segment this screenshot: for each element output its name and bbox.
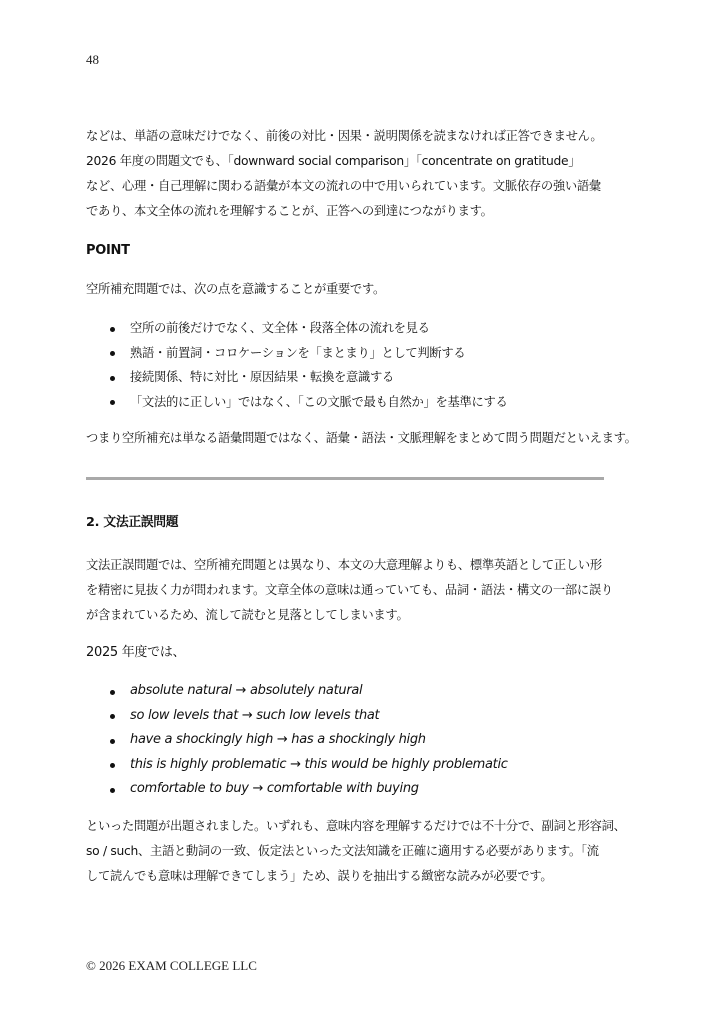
intro-line: などは、単語の意味だけでなく、前後の対比・因果・説明関係を読まなければ正答できません。	[86, 129, 603, 143]
list-item: 接続関係、特に対比・原因結果・転換を意識する	[130, 365, 626, 390]
list-item: 「文法的に正しい」ではなく、「この文脈で最も自然か」を基準にする	[130, 390, 626, 415]
paragraph-line: といった問題が出題されました。いずれも、意味内容を理解するだけでは不十分で、副詞と形容詞、	[86, 818, 626, 833]
paragraph-line: so / such、主語と動詞の一致、仮定法といった文法知識を正確に適用する必要があります。「流	[86, 843, 599, 858]
paragraph-line: を精密に見抜く力が問われます。文章全体の意味は通っていても、品詞・語法・構文の一部に誤り	[86, 583, 613, 597]
copyright-footer: © 2026 EXAM COLLEGE LLC	[86, 958, 257, 973]
example-list	[86, 679, 626, 802]
closing-paragraph	[86, 814, 626, 889]
page-content	[86, 124, 637, 889]
intro-line: であり、本文全体の流れを理解することが、正答への到達につながります。	[86, 204, 493, 218]
list-item: absolute natural → absolutely natural	[130, 679, 626, 704]
intro-line: など、心理・自己理解に関わる語彙が本文の流れの中で用いられています。文脈依存の強い語彙	[86, 179, 601, 193]
intro-line: 2026 年度の問題文でも、「downward social comparison」「concentrate on gratitude」	[86, 154, 581, 168]
intro-paragraph	[86, 124, 626, 224]
paragraph-line: して読んでも意味は理解できてしまう」ため、誤りを抽出する緻密な読みが必要です。	[86, 868, 553, 883]
list-item: 熟語・前置詞・コロケーションを「まとまり」として判断する	[130, 341, 626, 366]
point-summary: つまり空所補充は単なる語彙問題ではなく、語彙・語法・文脈理解をまとめて問う問題だといえます。	[86, 431, 637, 445]
section-divider	[86, 477, 604, 480]
list-item: this is highly problematic → this would be highly problematic	[130, 753, 626, 778]
section-paragraph	[86, 553, 626, 628]
list-item: comfortable to buy → comfortable with buying	[130, 777, 626, 802]
list-item: so low levels that → such low levels that	[130, 704, 626, 729]
year-lead: 2025 年度では、	[86, 645, 186, 660]
point-list	[86, 316, 626, 414]
list-item: have a shockingly high → has a shockingly high	[130, 728, 626, 753]
section-heading: 2. 文法正誤問題	[86, 515, 179, 530]
point-heading: POINT	[86, 243, 130, 258]
paragraph-line: 文法正誤問題では、空所補充問題とは異なり、本文の大意理解よりも、標準英語として正しい形	[86, 558, 602, 572]
point-lead: 空所補充問題では、次の点を意識することが重要です。	[86, 282, 385, 296]
paragraph-line: が含まれているため、流して読むと見落としてしまいます。	[86, 608, 409, 622]
page-number: 48	[86, 52, 99, 67]
list-item: 空所の前後だけでなく、文全体・段落全体の流れを見る	[130, 316, 626, 341]
